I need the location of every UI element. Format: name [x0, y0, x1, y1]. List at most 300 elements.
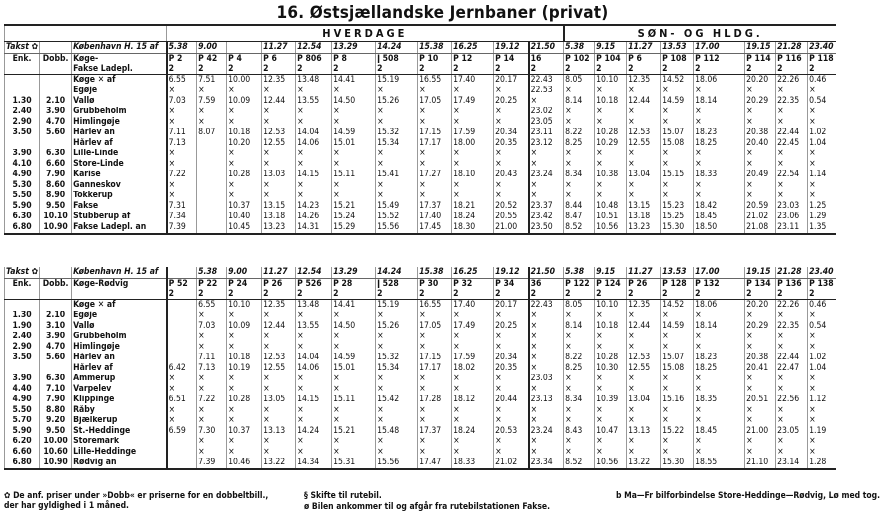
- cell: 12.44: [262, 321, 296, 332]
- station-row: [5, 107, 836, 118]
- cell: 23.02: [529, 107, 564, 118]
- cell: ×: [776, 180, 808, 191]
- cell: 6.30: [40, 149, 72, 160]
- cell: Himlingøje: [72, 117, 167, 128]
- cell: ×: [661, 437, 694, 448]
- cell: ×: [694, 159, 745, 170]
- cell: 20.29: [745, 321, 776, 332]
- cell: ×: [745, 342, 776, 353]
- cell: ×: [564, 191, 595, 202]
- cell: ×: [227, 311, 262, 322]
- cell: ×: [418, 86, 452, 97]
- station-row: [5, 342, 836, 353]
- cell: ×: [296, 374, 332, 385]
- cell: 15.31: [332, 458, 376, 470]
- cell: 1.19: [808, 426, 836, 437]
- cell: ×: [332, 447, 376, 458]
- cell: 12.53: [262, 353, 296, 364]
- cell: 10.45: [227, 222, 262, 234]
- station-row: [5, 311, 836, 322]
- cell: ×: [418, 159, 452, 170]
- cell: ×: [564, 180, 595, 191]
- cell: 5.50: [5, 191, 40, 202]
- timetable-koge-fakse: [4, 24, 836, 235]
- cell: 14.24: [296, 426, 332, 437]
- cell: 21.28: [776, 267, 808, 279]
- cell: 10.20: [227, 138, 262, 149]
- cell: 9.50: [40, 201, 72, 212]
- cell: 15.32: [376, 353, 418, 364]
- cell: ×: [227, 107, 262, 118]
- cell: [5, 64, 40, 75]
- cell: 18.21: [452, 201, 494, 212]
- cell: ×: [332, 437, 376, 448]
- cell: 20.49: [745, 170, 776, 181]
- cell: ×: [262, 437, 296, 448]
- cell: 18.02: [452, 363, 494, 374]
- cell: 23.03: [776, 201, 808, 212]
- cell: 2: [564, 64, 595, 75]
- cell: [72, 289, 167, 300]
- cell: ×: [452, 374, 494, 385]
- cell: [40, 64, 72, 75]
- cell: ×: [776, 117, 808, 128]
- cell: 1.04: [808, 363, 836, 374]
- section-header-row: [5, 25, 836, 42]
- cell: 22.43: [529, 300, 564, 311]
- cell: 11.27: [627, 42, 661, 54]
- cell: ×: [661, 86, 694, 97]
- cell: ×: [494, 86, 529, 97]
- cell: 5.38: [167, 42, 197, 54]
- cell: ×: [452, 107, 494, 118]
- cell: 17.49: [452, 96, 494, 107]
- cell: [167, 437, 197, 448]
- cell: 2: [694, 289, 745, 300]
- cell: 23.13: [529, 395, 564, 406]
- cell: P 14: [494, 54, 529, 65]
- cell: 15.41: [376, 170, 418, 181]
- cell: 21.00: [494, 222, 529, 234]
- cell: ×: [627, 159, 661, 170]
- cell: ×: [452, 384, 494, 395]
- cell: 10.18: [227, 353, 262, 364]
- cell: 2.10: [40, 311, 72, 322]
- cell: ×: [452, 86, 494, 97]
- cell: 2: [808, 289, 836, 300]
- cell: 1.12: [808, 395, 836, 406]
- cell: 10.48: [595, 201, 627, 212]
- cell: 7.13: [197, 363, 227, 374]
- cell: 15.11: [332, 170, 376, 181]
- cell: ×: [529, 353, 564, 364]
- cell: 13.29: [332, 267, 376, 279]
- cell: ×: [494, 149, 529, 160]
- cell: P 34: [494, 279, 529, 290]
- cell: ×: [694, 117, 745, 128]
- cell: ×: [296, 405, 332, 416]
- cell: 20.20: [745, 300, 776, 311]
- cell: ×: [418, 311, 452, 322]
- cell: Fakse Ladepl. an: [72, 222, 167, 234]
- cell: [167, 342, 197, 353]
- cell: 10.28: [227, 170, 262, 181]
- cell: ×: [418, 416, 452, 427]
- cell: 10.60: [40, 447, 72, 458]
- cell: ×: [595, 342, 627, 353]
- cell: P 6: [627, 54, 661, 65]
- cell: ×: [376, 342, 418, 353]
- cell: 9.15: [595, 267, 627, 279]
- cell: ×: [452, 405, 494, 416]
- cell: ×: [529, 416, 564, 427]
- cell: ×: [494, 332, 529, 343]
- footnote-bilforbindelse: b Ma—Fr bilforbindelse Store-Heddinge—Rødvig, Lø med tog.: [616, 491, 881, 501]
- departure-time-row: [5, 267, 836, 279]
- cell: P 12: [452, 54, 494, 65]
- cell: ×: [418, 342, 452, 353]
- cell: ×: [418, 405, 452, 416]
- cell: 8.34: [564, 395, 595, 406]
- cell: [227, 42, 262, 54]
- cell: Køge ✕ af: [72, 75, 167, 86]
- cell: ×: [332, 342, 376, 353]
- cell: 17.05: [418, 96, 452, 107]
- cell: 23.34: [529, 458, 564, 470]
- cell: 3.90: [5, 149, 40, 160]
- cell: 3.90: [5, 374, 40, 385]
- cell: [197, 180, 227, 191]
- cell: 23.14: [776, 458, 808, 470]
- cell: 12.54: [296, 42, 332, 54]
- cell: 10.47: [595, 426, 627, 437]
- cell: 6.60: [5, 447, 40, 458]
- cell: 10.37: [227, 201, 262, 212]
- cell: 3.90: [40, 107, 72, 118]
- cell: 15.07: [661, 128, 694, 139]
- cell: ×: [564, 384, 595, 395]
- cell: 13.48: [296, 75, 332, 86]
- cell: 22.44: [776, 353, 808, 364]
- cell: Vallø: [72, 321, 167, 332]
- cell: 18.33: [452, 458, 494, 470]
- cell: 15.23: [661, 201, 694, 212]
- cell: ×: [808, 405, 836, 416]
- station-row: [5, 138, 836, 149]
- cell: Enk.: [5, 279, 40, 290]
- cell: 16.55: [418, 75, 452, 86]
- cell: 5.60: [40, 128, 72, 139]
- cell: 14.24: [376, 267, 418, 279]
- cell: 16.25: [452, 267, 494, 279]
- cell: 10.10: [227, 300, 262, 311]
- cell: 10.10: [40, 212, 72, 223]
- cell: ×: [262, 107, 296, 118]
- cell: 20.34: [494, 353, 529, 364]
- cell: 17.59: [452, 353, 494, 364]
- cell: 20.17: [494, 300, 529, 311]
- cell: ×: [627, 447, 661, 458]
- cell: 4.10: [5, 159, 40, 170]
- cell: 13.29: [332, 42, 376, 54]
- cell: P 138: [809, 278, 834, 289]
- cell: P 134: [745, 279, 776, 290]
- cell: ×: [661, 117, 694, 128]
- cell: 2: [418, 64, 452, 75]
- cell: 7.03: [167, 96, 197, 107]
- cell: Rødvig an: [72, 458, 167, 470]
- cell: ×: [529, 321, 564, 332]
- cell: 20.29: [745, 96, 776, 107]
- cell: 15.11: [332, 395, 376, 406]
- cell: 2: [332, 64, 376, 75]
- cell: 9.20: [40, 416, 72, 427]
- cell: København H. 15 af: [72, 267, 167, 279]
- cell: 13.15: [262, 201, 296, 212]
- cell: ×: [197, 107, 227, 118]
- cell: 8.14: [564, 96, 595, 107]
- cell: 10.90: [40, 222, 72, 234]
- cell: P 526: [296, 279, 332, 290]
- cell: 2: [694, 64, 745, 75]
- cell: ×: [227, 374, 262, 385]
- cell: 6.60: [40, 159, 72, 170]
- cell: 23.05: [529, 117, 564, 128]
- station-row: [5, 75, 836, 86]
- cell: 2.90: [5, 117, 40, 128]
- cell: 7.90: [40, 170, 72, 181]
- cell: 7.11: [197, 353, 227, 364]
- station-row: [5, 363, 836, 374]
- cell: Lille-Heddinge: [72, 447, 167, 458]
- cell: 22.53: [529, 86, 564, 97]
- cell: ×: [452, 332, 494, 343]
- cell: [197, 149, 227, 160]
- cell: 5.60: [40, 353, 72, 364]
- cell: ×: [227, 180, 262, 191]
- station-row: [5, 321, 836, 332]
- cell: Dobb.: [40, 54, 72, 65]
- cell: 2.90: [5, 342, 40, 353]
- cell: 22.26: [776, 300, 808, 311]
- cell: 2: [227, 289, 262, 300]
- cell: ×: [627, 374, 661, 385]
- cell: 17.37: [418, 426, 452, 437]
- cell: 22.43: [529, 75, 564, 86]
- cell: ×: [776, 437, 808, 448]
- cell: ×: [595, 374, 627, 385]
- cell: ×: [332, 405, 376, 416]
- cell: 23.24: [529, 170, 564, 181]
- station-row: [5, 374, 836, 385]
- cell: ×: [694, 416, 745, 427]
- cell: ×: [745, 332, 776, 343]
- cell: ×: [529, 149, 564, 160]
- cell: 20.44: [494, 395, 529, 406]
- cell: 4.90: [5, 395, 40, 406]
- cell: ×: [494, 437, 529, 448]
- cell: 15.42: [376, 395, 418, 406]
- cell: 23.42: [529, 212, 564, 223]
- cell: 15.16: [661, 395, 694, 406]
- cell: 17.40: [452, 300, 494, 311]
- cell: 7.11: [167, 128, 197, 139]
- cell: Hårlev an: [72, 128, 167, 139]
- cell: ×: [745, 405, 776, 416]
- cell: ×: [296, 149, 332, 160]
- station-row: [5, 201, 836, 212]
- cell: 8.80: [40, 405, 72, 416]
- cell: 2: [418, 289, 452, 300]
- cell: 4.90: [5, 170, 40, 181]
- cell: ×: [595, 107, 627, 118]
- cell: ×: [418, 107, 452, 118]
- cell: 19.15: [745, 42, 776, 54]
- cell: ×: [262, 405, 296, 416]
- cell: 9.15: [595, 42, 627, 54]
- cell: P 42: [197, 54, 227, 65]
- station-row: [5, 447, 836, 458]
- cell: ×: [627, 342, 661, 353]
- cell: ×: [694, 384, 745, 395]
- cell: ×: [452, 437, 494, 448]
- cell: 10.00: [227, 75, 262, 86]
- cell: 10.40: [227, 212, 262, 223]
- cell: ×: [627, 180, 661, 191]
- cell: 22.26: [776, 75, 808, 86]
- cell: 18.23: [694, 128, 745, 139]
- cell: 12.55: [627, 363, 661, 374]
- cell: 4.70: [40, 342, 72, 353]
- cell: ×: [564, 374, 595, 385]
- cell: 7.39: [197, 458, 227, 470]
- cell: [5, 300, 40, 311]
- cell: ×: [808, 384, 836, 395]
- cell: 10.00: [40, 437, 72, 448]
- cell: 15.01: [332, 138, 376, 149]
- cell: 13.53: [661, 267, 694, 279]
- cell: ×: [776, 416, 808, 427]
- cell: 20.40: [745, 138, 776, 149]
- cell: 2: [197, 289, 227, 300]
- cell: 12.53: [627, 353, 661, 364]
- cell: ×: [627, 332, 661, 343]
- cell: Vallø: [72, 96, 167, 107]
- cell: 14.59: [661, 321, 694, 332]
- cell: ×: [262, 342, 296, 353]
- cell: 13.23: [627, 222, 661, 234]
- cell: ×: [808, 447, 836, 458]
- cell: 15.52: [376, 212, 418, 223]
- station-row: [5, 222, 836, 234]
- cell: ×: [627, 117, 661, 128]
- cell: ×: [332, 117, 376, 128]
- cell: 1.28: [808, 458, 836, 470]
- station-row: [5, 96, 836, 107]
- cell: 15.49: [376, 201, 418, 212]
- cell: P 2: [167, 54, 197, 65]
- cell: 7.51: [197, 75, 227, 86]
- cell: 0.46: [808, 300, 836, 311]
- station-row: [5, 395, 836, 406]
- cell: ×: [494, 416, 529, 427]
- cell: 12.53: [627, 128, 661, 139]
- cell: 12.35: [627, 75, 661, 86]
- cell: 8.07: [197, 128, 227, 139]
- cell: 2: [167, 64, 197, 75]
- cell: 1.90: [5, 321, 40, 332]
- cell: 2: [262, 289, 296, 300]
- cell: ×: [529, 405, 564, 416]
- cell: ×: [694, 311, 745, 322]
- cell: ×: [452, 159, 494, 170]
- cell: 11.27: [627, 267, 661, 279]
- cell: 0.54: [808, 321, 836, 332]
- cell: ×: [661, 405, 694, 416]
- cell: 18.33: [694, 170, 745, 181]
- station-row: [5, 128, 836, 139]
- cell: 15.26: [376, 96, 418, 107]
- cell: 2: [745, 64, 776, 75]
- cell: ×: [227, 342, 262, 353]
- section-sunday: SØN- OG HLDG.: [564, 25, 836, 42]
- cell: ×: [262, 117, 296, 128]
- cell: P 10: [418, 54, 452, 65]
- cell: 2: [296, 289, 332, 300]
- cell: Storemark: [72, 437, 167, 448]
- cell: Køge-: [72, 54, 167, 65]
- cell: ×: [197, 117, 227, 128]
- cell: [40, 267, 72, 279]
- cell: 10.46: [227, 458, 262, 470]
- cell: 15.29: [332, 222, 376, 234]
- cell: [167, 267, 197, 279]
- cell: ×: [197, 342, 227, 353]
- cell: [5, 363, 40, 374]
- cell: 18.12: [452, 395, 494, 406]
- cell: 6.55: [197, 300, 227, 311]
- cell: 17.00: [694, 267, 745, 279]
- cell: 1.14: [808, 170, 836, 181]
- cell: ×: [529, 384, 564, 395]
- cell: 2: [452, 289, 494, 300]
- cell: 2: [745, 289, 776, 300]
- cell: 10.19: [227, 363, 262, 374]
- cell: 2: [595, 64, 627, 75]
- cell: 10.28: [227, 395, 262, 406]
- cell: P 8: [332, 54, 376, 65]
- cell: ×: [694, 437, 745, 448]
- cell: 5.70: [5, 416, 40, 427]
- cell: ×: [694, 332, 745, 343]
- cell: 23.06: [776, 212, 808, 223]
- cell: P 26: [262, 279, 296, 290]
- cell: 2: [227, 64, 262, 75]
- cell: P 122: [564, 279, 595, 290]
- cell: ×: [227, 447, 262, 458]
- cell: 13.15: [627, 201, 661, 212]
- cell: ×: [595, 117, 627, 128]
- cell: ×: [595, 437, 627, 448]
- cell: ×: [376, 117, 418, 128]
- cell: 3.50: [5, 128, 40, 139]
- cell: ×: [376, 149, 418, 160]
- cell: ×: [694, 191, 745, 202]
- cell: ×: [494, 374, 529, 385]
- cell: [197, 222, 227, 234]
- cell: 13.22: [262, 458, 296, 470]
- cell: 8.52: [564, 458, 595, 470]
